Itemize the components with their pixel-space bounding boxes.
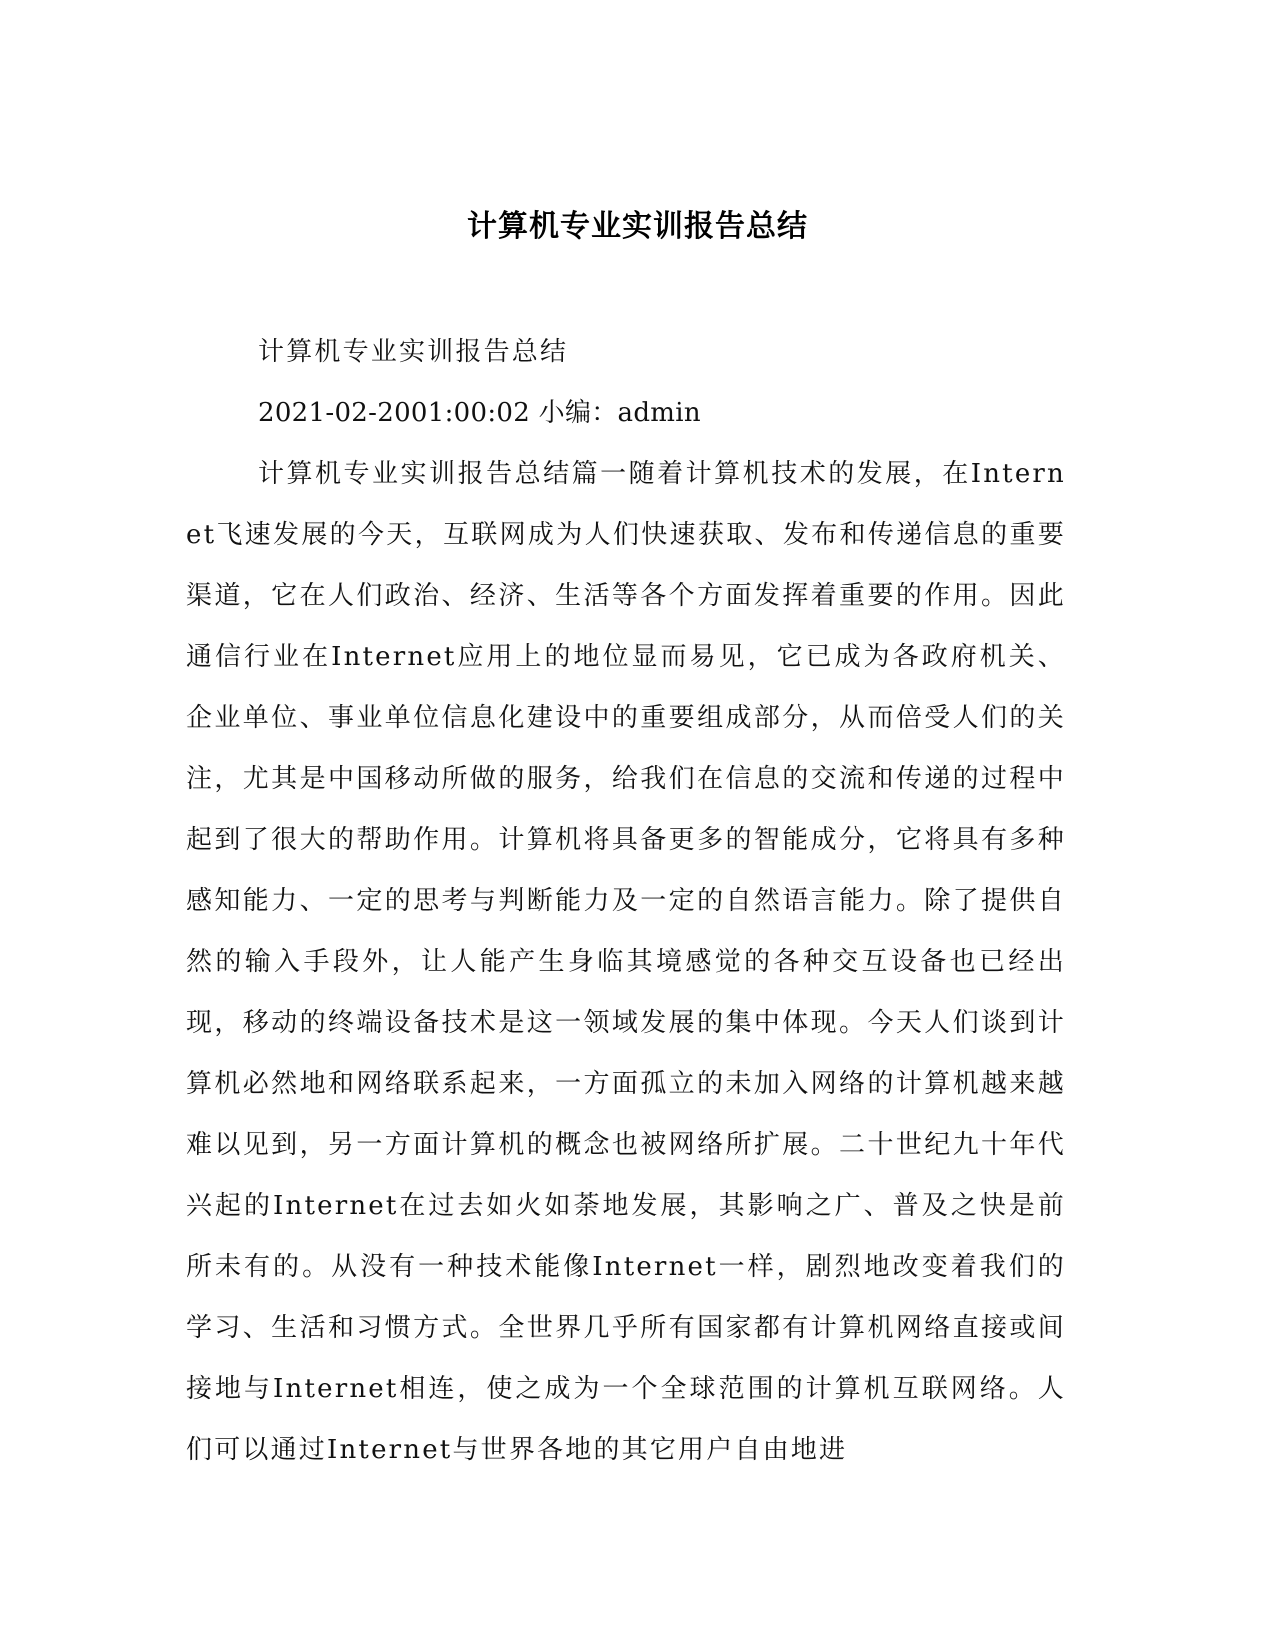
body-paragraph: 计算机专业实训报告总结篇一随着计算机技术的发展，在Internet飞速发展的今天，互联网成为人们快速获取、发布和传递信息的重要渠道，它在人们政治、经济、生活等各个方面发挥着重要的作用。因此通信行业在Internet应用上的地位显而易见，它已成为各政府机关、企业单位、事业单位信息化建设中的重要组成部分，从而倍受人们的关注，尤其是中国移动所做的服务，给我们在信息的交流和传递的过程中起到了很大的帮助作用。计算机将具备更多的智能成分，它将具有多种感知能力、一定的思考与判断能力及一定的自然语言能力。除了提供自然的输入手段外，让人能产生身临其境感觉的各种交互设备也已经出现，移动的终端设备技术是这一领域发展的集中体现。今天人们谈到计算机必然地和网络联系起来，一方面孤立的未加入网络的计算机越来越难以见到，另一方面计算机的概念也被网络所扩展。二十世纪九十年代兴起的Internet在过去如火如荼地发展，其影响之广、普及之快是前所未有的。从没有一种技术能像Internet一样，剧烈地改变着我们的学习、生活和习惯方式。全世界几乎所有国家都有计算机网络直接或间接地与Internet相连，使之成为一个全球范围的计算机互联网络。人们可以通过Internet与世界各地的其它用户自由地进: [186, 459, 1066, 1465]
document-title: 计算机专业实训报告总结: [467, 209, 808, 244]
publish-meta: 2021-02-2001:00:02 小编：admin: [258, 398, 701, 428]
document-subtitle: 计算机专业实训报告总结: [258, 337, 569, 367]
